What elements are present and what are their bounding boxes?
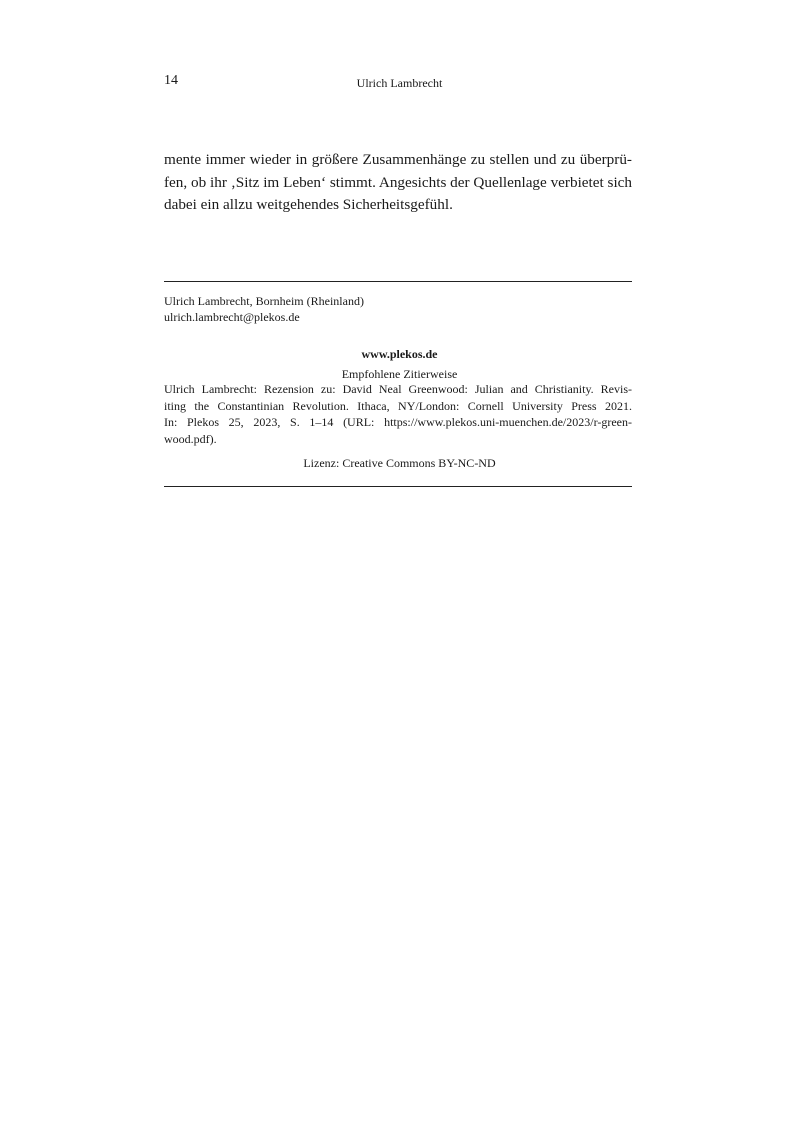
citation-line: Ulrich Lambrecht: Rezension zu: David Neal Greenwood: Julian and Christianity. Revis-	[164, 382, 632, 396]
body-line: fen, ob ihr ‚Sitz im Leben‘ stimmt. Angesichts der Quellenlage verbietet sich	[164, 173, 632, 191]
body-line: mente immer wieder in größere Zusammenhänge zu stellen und zu überprü-	[164, 151, 632, 168]
citation-line: In: Plekos 25, 2023, S. 1–14 (URL: https://www.plekos.uni-muenchen.de/2023/r-green-	[164, 415, 632, 429]
citation-line: wood.pdf).	[164, 431, 217, 446]
body-paragraph	[164, 149, 632, 217]
top-divider	[164, 281, 632, 282]
running-head: Ulrich Lambrecht	[356, 76, 443, 90]
author-affiliation: Ulrich Lambrecht, Bornheim (Rheinland)	[164, 294, 364, 308]
citation-line: iting the Constantinian Revolution. Ithaca, NY/London: Cornell University Press 2021.	[164, 398, 632, 413]
citation-text	[164, 381, 632, 447]
author-block	[164, 293, 364, 325]
site-url: www.plekos.de	[361, 347, 438, 361]
citation-heading: Empfohlene Zitierweise	[341, 367, 458, 381]
author-email: ulrich.lambrecht@plekos.de	[164, 310, 300, 324]
license-text: Lizenz: Creative Commons BY-NC-ND	[303, 456, 496, 470]
body-line: dabei ein allzu weitgehendes Sicherheitsgefühl.	[164, 196, 453, 213]
page-number: 14	[164, 73, 178, 88]
bottom-divider	[164, 486, 632, 487]
